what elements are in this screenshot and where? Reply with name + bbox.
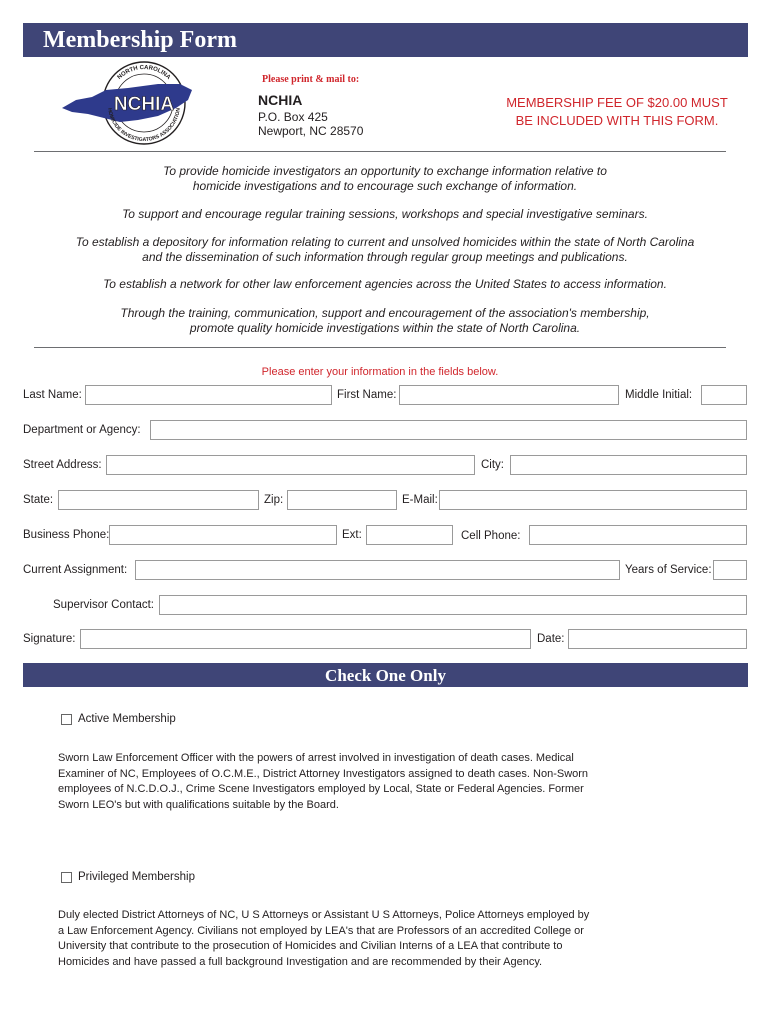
- address-line-2: Newport, NC 28570: [258, 124, 364, 138]
- current-assignment-input[interactable]: [135, 560, 620, 580]
- mission-line: To establish a network for other law enforcement agencies across the United States to access information.: [103, 277, 667, 291]
- middle-initial-label: Middle Initial:: [625, 389, 693, 401]
- description-line: University that contribute to the prosecution of Homicides and Civilian Interns of a LEA that contribute to: [58, 940, 563, 952]
- divider: [34, 151, 726, 152]
- email-label: E-Mail:: [402, 494, 438, 506]
- business-phone-input[interactable]: [109, 525, 337, 545]
- mission-line: To establish a depository for information relating to current and unsolved homicides within the state of North Carolina: [75, 235, 695, 249]
- mission-line: To provide homicide investigators an opportunity to exchange information relative to: [163, 164, 607, 178]
- ext-input[interactable]: [366, 525, 453, 545]
- state-input[interactable]: [58, 490, 259, 510]
- business-phone-label: Business Phone:: [23, 529, 110, 541]
- zip-label: Zip:: [264, 494, 284, 506]
- email-input[interactable]: [439, 490, 747, 510]
- description-line: Sworn LEO's but with qualifications suitable by the Board.: [58, 798, 339, 811]
- last-name-input[interactable]: [85, 385, 332, 405]
- description-line: a Law Enforcement Agency. Civilians not employed by LEA's that are Professors of an accredited College or: [58, 924, 584, 937]
- active-membership-checkbox[interactable]: [61, 714, 72, 725]
- state-label: State:: [23, 494, 54, 506]
- zip-input[interactable]: [287, 490, 397, 510]
- page-title: Membership Form: [43, 27, 237, 53]
- membership-fee-notice: [500, 94, 734, 130]
- cell-phone-input[interactable]: [529, 525, 747, 545]
- description-line: Sworn Law Enforcement Officer with the powers of arrest involved in investigation of death cases. Medical: [58, 752, 574, 764]
- ext-label: Ext:: [342, 529, 362, 541]
- mission-line: and the dissemination of such information through regular group meetings and publications.: [142, 249, 628, 264]
- mission-line: Through the training, communication, support and encouragement of the association's membership,: [120, 306, 650, 320]
- signature-input[interactable]: [80, 629, 531, 649]
- supervisor-input[interactable]: [159, 595, 747, 615]
- mission-5: [30, 306, 740, 335]
- divider: [34, 347, 726, 348]
- street-input[interactable]: [106, 455, 475, 475]
- privileged-membership-checkbox[interactable]: [61, 872, 72, 883]
- last-name-label: Last Name:: [23, 389, 82, 401]
- org-name: NCHIA: [258, 92, 303, 108]
- first-name-input[interactable]: [399, 385, 619, 405]
- current-assignment-label: Current Assignment:: [23, 564, 128, 576]
- street-label: Street Address:: [23, 459, 102, 471]
- years-of-service-label: Years of Service:: [625, 564, 712, 576]
- mission-2: [30, 207, 740, 222]
- middle-initial-input[interactable]: [701, 385, 747, 405]
- first-name-label: First Name:: [337, 389, 397, 401]
- svg-text:NORTH CAROLINA: NORTH CAROLINA: [116, 64, 172, 81]
- cell-phone-label: Cell Phone:: [461, 530, 521, 542]
- fee-line-1: MEMBERSHIP FEE OF $20.00 MUST: [506, 95, 728, 110]
- mission-1: [30, 164, 740, 193]
- city-label: City:: [481, 459, 504, 471]
- description-line: Homicides and have passed a full background Investigation and are recommended by their Agency.: [58, 955, 543, 968]
- nchia-logo: [62, 60, 194, 146]
- address-line-1: P.O. Box 425: [258, 110, 328, 124]
- signature-label: Signature:: [23, 633, 76, 645]
- mail-label: Please print & mail to:: [262, 74, 360, 85]
- logo-text: NCHIA: [113, 94, 175, 115]
- description-line: Examiner of NC, Employees of O.C.M.E., District Attorney Investigators assigned to death cases. Non-Sworn: [58, 767, 589, 780]
- years-of-service-input[interactable]: [713, 560, 747, 580]
- supervisor-label: Supervisor Contact:: [53, 599, 154, 611]
- svg-text:HOMICIDE INVESTIGATORS ASSOCIA: HOMICIDE INVESTIGATORS ASSOCIATION: [106, 107, 182, 144]
- department-input[interactable]: [150, 420, 747, 440]
- privileged-membership-description: [58, 908, 698, 970]
- privileged-membership-label: Privileged Membership: [78, 871, 195, 883]
- form-instructions: Please enter your information in the fields below.: [261, 366, 499, 378]
- date-label: Date:: [537, 633, 565, 645]
- mission-line: To support and encourage regular training sessions, workshops and special investigative seminars.: [122, 207, 648, 221]
- description-line: Duly elected District Attorneys of NC, U S Attorneys or Assistant U S Attorneys, Police Attorneys employed by: [58, 909, 590, 921]
- mission-line: homicide investigations and to encourage such exchange of information.: [192, 178, 578, 193]
- mission-4: [30, 277, 740, 292]
- mission-3: [30, 235, 740, 264]
- active-membership-description: [58, 751, 698, 813]
- description-line: employees of N.C.D.O.J., Crime Scene Investigators employed by Local, State or Federal Agencies. Former: [58, 783, 584, 795]
- section-title: Check One Only: [325, 666, 446, 685]
- mission-line: promote quality homicide investigations within the state of North Carolina.: [189, 320, 581, 335]
- fee-line-2: BE INCLUDED WITH THIS FORM.: [515, 113, 719, 128]
- date-input[interactable]: [568, 629, 747, 649]
- active-membership-label: Active Membership: [78, 713, 176, 725]
- city-input[interactable]: [510, 455, 747, 475]
- department-label: Department or Agency:: [23, 424, 141, 436]
